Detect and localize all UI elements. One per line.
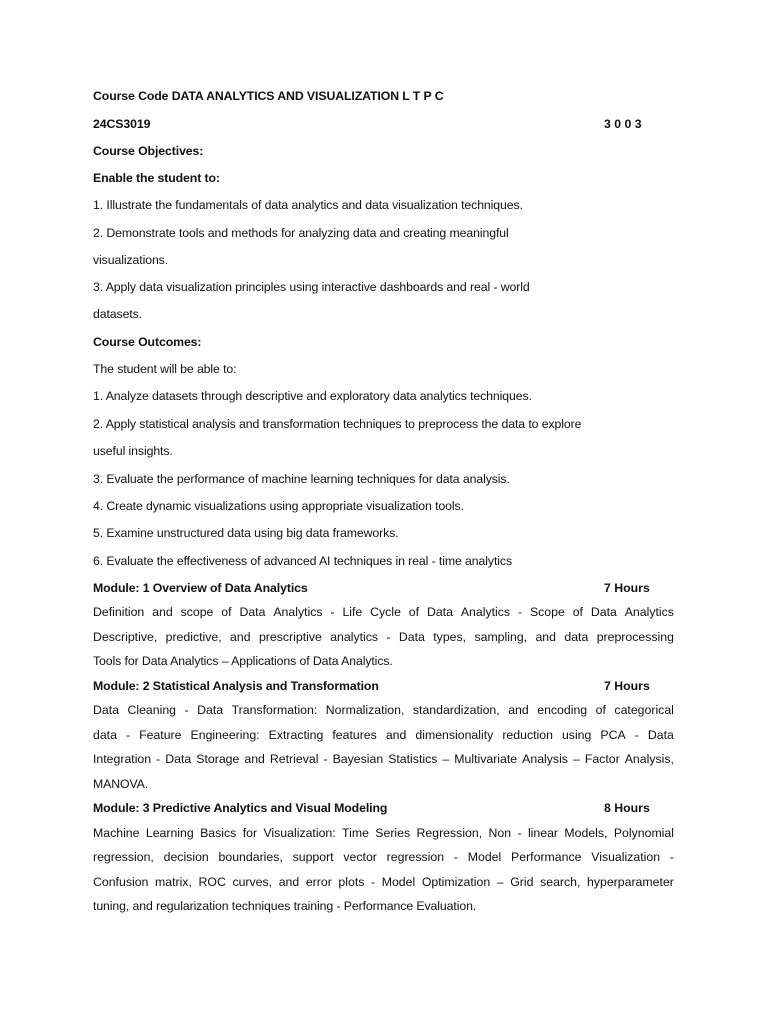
word: and	[508, 703, 529, 717]
word: Data	[197, 703, 224, 717]
word: Visualization:	[263, 826, 336, 840]
module-body-line	[93, 751, 674, 767]
word: Model	[381, 875, 416, 889]
word: scope	[180, 605, 214, 619]
word: -	[330, 605, 335, 619]
module-body-line	[93, 825, 674, 841]
word: Model	[467, 850, 502, 864]
word: using	[561, 728, 592, 742]
word: Data	[165, 752, 192, 766]
outcome-line: 1. Analyze datasets through descriptive and exploratory data analytics techniques.	[93, 389, 532, 403]
word: -	[125, 728, 131, 742]
word: data	[93, 728, 117, 742]
word: decision	[163, 850, 209, 864]
word: Cycle	[370, 605, 401, 619]
word: Definition	[93, 605, 145, 619]
word: -	[184, 703, 189, 717]
word: Learning	[145, 826, 194, 840]
word: boundaries,	[218, 850, 283, 864]
word: Retrieval	[269, 752, 319, 766]
word: encoding	[537, 703, 588, 717]
objective-line: visualizations.	[93, 253, 169, 267]
word: categorical	[614, 703, 674, 717]
word: Basics	[200, 826, 237, 840]
objective-line: 3. Apply data visualization principles using interactive dashboards and real - world	[93, 280, 530, 294]
word: regression,	[93, 850, 154, 864]
objective-line: 2. Demonstrate tools and methods for analyzing data and creating meaningful	[93, 226, 509, 240]
word: Machine	[93, 826, 140, 840]
word: -	[634, 728, 639, 742]
word: and	[535, 630, 556, 644]
word: Grid	[510, 875, 534, 889]
module-title: Module: 2 Statistical Analysis and Transformation	[93, 679, 379, 693]
word: and	[230, 630, 251, 644]
word: Factor	[584, 752, 620, 766]
word: dimensionality	[415, 728, 494, 742]
word: and	[385, 728, 407, 742]
word: ROC	[198, 875, 226, 889]
word: reduction	[502, 728, 553, 742]
word: of	[221, 605, 232, 619]
word: Normalization,	[325, 703, 405, 717]
module-body-line: Tools for Data Analytics – Applications of Data Analytics.	[93, 654, 393, 668]
module-body-line	[93, 629, 674, 645]
word: Analysis,	[624, 752, 674, 766]
word: curves,	[232, 875, 273, 889]
word: -	[669, 850, 674, 864]
outcomes-heading: Course Outcomes:	[93, 335, 202, 349]
word: linear	[527, 826, 559, 840]
word: Cleaning	[127, 703, 177, 717]
word: of	[572, 605, 583, 619]
word: plots	[338, 875, 365, 889]
word: standardization,	[412, 703, 500, 717]
module-hours: 8 Hours	[604, 801, 650, 815]
word: Non	[488, 826, 512, 840]
word: Confusion	[93, 875, 149, 889]
word: PCA	[600, 728, 626, 742]
module-hours: 7 Hours	[604, 581, 650, 595]
word: -	[517, 605, 523, 619]
word: Regression,	[416, 826, 483, 840]
word: of	[595, 703, 606, 717]
word: hyperparameter	[587, 875, 674, 889]
word: Scope	[529, 605, 565, 619]
word: –	[442, 752, 450, 766]
outcome-line: 6. Evaluate the effectiveness of advanced AI techniques in real - time analytics	[93, 554, 512, 568]
outcome-line: 4. Create dynamic visualizations using appropriate visualization tools.	[93, 499, 464, 513]
word: Engineering:	[190, 728, 260, 742]
word: Performance	[511, 850, 582, 864]
word: -	[386, 630, 391, 644]
objective-line: 1. Illustrate the fundamentals of data analytics and data visualization techniques.	[93, 198, 523, 212]
module-body-line	[93, 702, 674, 718]
word: preprocessing	[596, 630, 674, 644]
word: data	[564, 630, 589, 644]
word: Polynomial	[613, 826, 674, 840]
word: Extracting	[268, 728, 324, 742]
outcome-line: 2. Apply statistical analysis and transformation techniques to preprocess the data to explore	[93, 417, 582, 431]
word: Visualization	[591, 850, 661, 864]
word: –	[572, 752, 580, 766]
word: predictive,	[165, 630, 222, 644]
word: Time	[342, 826, 369, 840]
objective-line: datasets.	[93, 307, 143, 321]
module-body-line	[93, 874, 674, 890]
word: regression	[386, 850, 445, 864]
word: Descriptive,	[93, 630, 158, 644]
word: Transformation:	[231, 703, 318, 717]
outcome-line: useful insights.	[93, 444, 173, 458]
word: Series	[375, 826, 411, 840]
course-code: 24CS3019	[93, 117, 151, 131]
module-body-line: tuning, and regularization techniques training - Performance Evaluation.	[93, 899, 477, 913]
word: -	[453, 850, 458, 864]
word: Statistics	[388, 752, 438, 766]
word: Integration	[93, 752, 152, 766]
word: Analytics	[624, 605, 674, 619]
word: -	[156, 752, 161, 766]
word: Data	[590, 605, 617, 619]
word: Feature	[139, 728, 182, 742]
word: Optimization	[421, 875, 491, 889]
module-body-line: MANOVA.	[93, 777, 149, 791]
word: Data	[398, 630, 425, 644]
module-body-line	[93, 604, 674, 620]
objectives-intro: Enable the student to:	[93, 171, 220, 185]
word: Storage	[196, 752, 240, 766]
module-body-line	[93, 849, 674, 865]
module-body-line	[93, 727, 674, 743]
word: analytics	[330, 630, 379, 644]
word: matrix,	[154, 875, 192, 889]
word: Life	[342, 605, 363, 619]
word: Models,	[564, 826, 608, 840]
word: search,	[540, 875, 581, 889]
word: and	[152, 605, 173, 619]
word: of	[408, 605, 420, 619]
word: Data	[647, 728, 674, 742]
outcome-line: 3. Evaluate the performance of machine learning techniques for data analysis.	[93, 472, 510, 486]
word: support	[292, 850, 334, 864]
word: Data	[426, 605, 453, 619]
word: -	[517, 826, 522, 840]
course-title-line: Course Code DATA ANALYTICS AND VISUALIZATION L T P C	[93, 89, 444, 103]
word: Analytics	[460, 605, 511, 619]
word: vector	[343, 850, 377, 864]
word: prescriptive	[258, 630, 322, 644]
word: and	[244, 752, 265, 766]
word: Analytics	[273, 605, 323, 619]
word: –	[496, 875, 504, 889]
word: Data	[239, 605, 266, 619]
word: -	[371, 875, 376, 889]
word: Analysis	[522, 752, 568, 766]
module-title: Module: 1 Overview of Data Analytics	[93, 581, 308, 595]
word: Bayesian	[332, 752, 384, 766]
word: features	[332, 728, 377, 742]
objectives-heading: Course Objectives:	[93, 144, 204, 158]
word: Multivariate	[454, 752, 518, 766]
word: -	[323, 752, 328, 766]
word: Data	[93, 703, 119, 717]
word: types,	[433, 630, 467, 644]
outcome-line: 5. Examine unstructured data using big data frameworks.	[93, 526, 399, 540]
module-title: Module: 3 Predictive Analytics and Visual Modeling	[93, 801, 388, 815]
word: error	[305, 875, 332, 889]
word: sampling,	[474, 630, 528, 644]
word: and	[278, 875, 300, 889]
word: for	[242, 826, 258, 840]
course-ltpc: 3 0 0 3	[604, 117, 642, 131]
outcomes-intro: The student will be able to:	[93, 362, 237, 376]
module-hours: 7 Hours	[604, 679, 650, 693]
